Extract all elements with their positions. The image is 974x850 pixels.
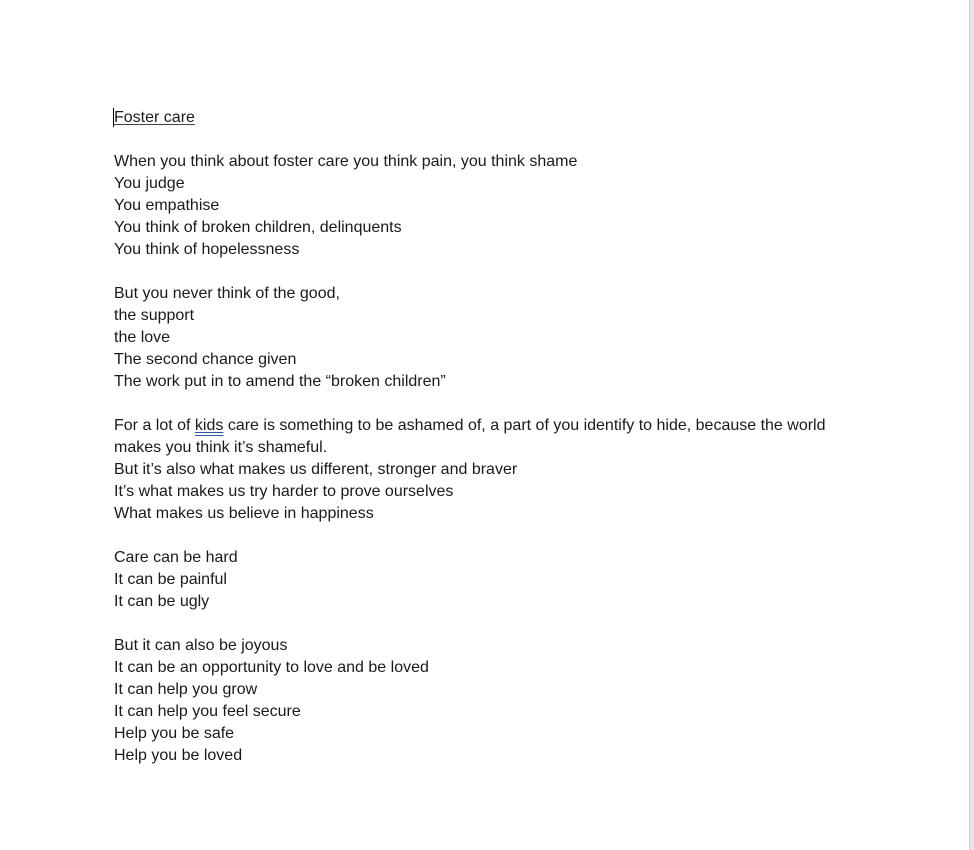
text-line: You think of broken children, delinquents: [114, 219, 402, 236]
text-line: But it can also be joyous: [114, 637, 288, 654]
text-line: You think of hopelessness: [114, 241, 300, 258]
text-line: But you never think of the good,: [114, 285, 340, 302]
stanza-1: [114, 151, 864, 261]
text-line: Help you be safe: [114, 725, 235, 742]
text-line: When you think about foster care you think pain, you think shame: [114, 153, 578, 170]
text-line: Care can be hard: [114, 549, 238, 566]
paragraph-gap: [114, 525, 864, 547]
paragraph-gap: [114, 613, 864, 635]
text-line: the love: [114, 329, 171, 346]
paragraph-gap: [114, 129, 864, 151]
grammar-flagged-word[interactable]: kids: [194, 417, 224, 434]
text-line: You judge: [114, 175, 185, 192]
text-line: The second chance given: [114, 351, 297, 368]
stanza-3: [114, 415, 864, 525]
text-paragraph: [114, 415, 864, 459]
text-line: It can be an opportunity to love and be loved: [114, 659, 429, 676]
text-line: It’s what makes us try harder to prove ourselves: [114, 483, 454, 500]
text-line: the support: [114, 307, 195, 324]
document-body[interactable]: [114, 107, 864, 767]
text-line: But it’s also what makes us different, stronger and braver: [114, 461, 518, 478]
text-run: care is something to be ashamed of, a part of you identify to hide, because the world makes you think it’s shameful.: [114, 417, 826, 456]
title-text: Foster care: [114, 109, 195, 126]
window-edge: [970, 0, 974, 850]
text-line: It can help you feel secure: [114, 703, 301, 720]
text-line: It can be painful: [114, 571, 227, 588]
text-line: It can help you grow: [114, 681, 258, 698]
text-cursor: [113, 108, 114, 127]
stanza-5: [114, 635, 864, 767]
text-line: It can be ugly: [114, 593, 210, 610]
text-line: The work put in to amend the “broken children”: [114, 373, 446, 390]
document-title: [114, 107, 195, 129]
stanza-2: [114, 283, 864, 393]
text-line: What makes us believe in happiness: [114, 505, 374, 522]
paragraph-gap: [114, 261, 864, 283]
text-line: You empathise: [114, 197, 220, 214]
stanza-4: [114, 547, 864, 613]
title-line: [114, 107, 864, 129]
paragraph-gap: [114, 393, 864, 415]
text-line: Help you be loved: [114, 747, 243, 764]
text-run: For a lot of: [114, 417, 195, 434]
